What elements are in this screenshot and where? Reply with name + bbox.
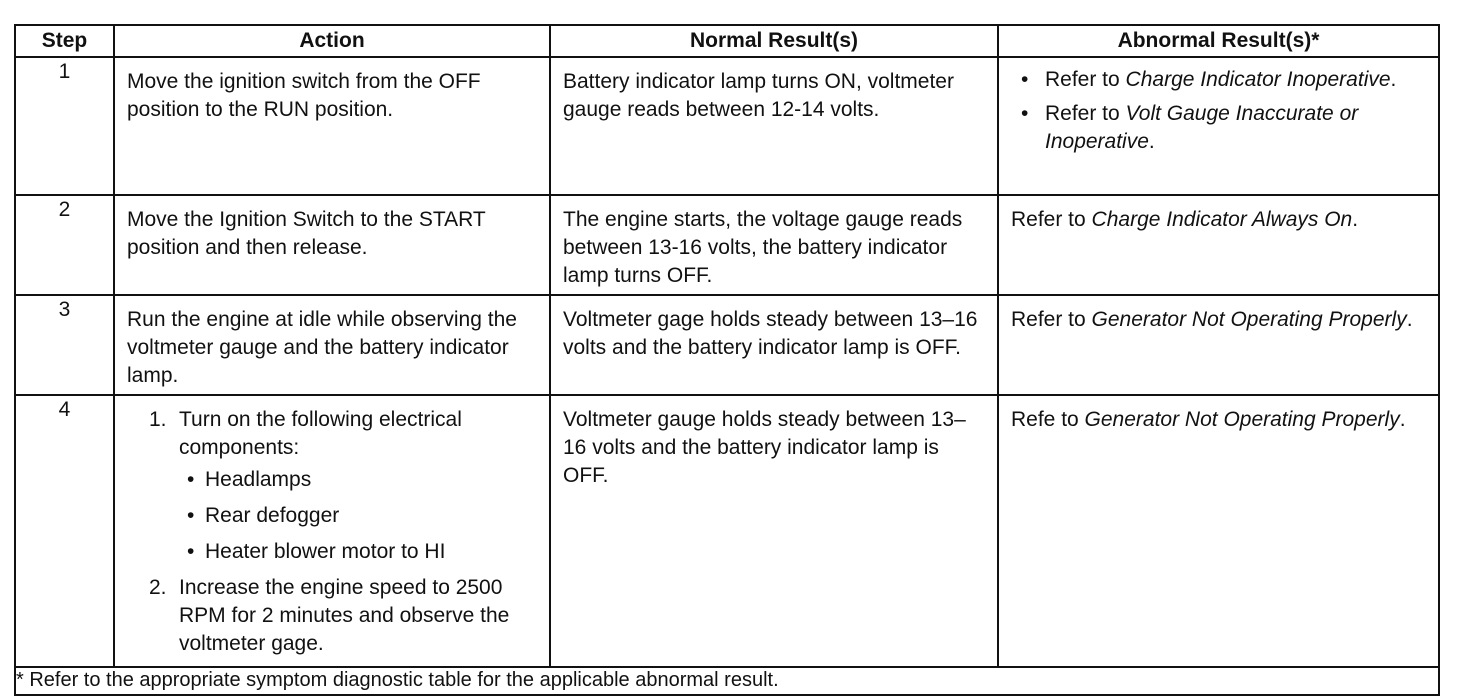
list-item: [149, 406, 539, 566]
step-number: 3: [15, 295, 114, 395]
action-cell: [114, 195, 550, 295]
abnormal-result-text: [999, 296, 1438, 338]
reference-title: Volt Gauge Inaccurate or Inoperative: [1045, 102, 1359, 153]
action-step-text: Increase the engine speed to 2500 RPM for 2 minutes and observe the voltmeter gage.: [179, 576, 510, 655]
header-step: Step: [15, 25, 114, 57]
action-text: Move the Ignition Switch to the START position and then release.: [127, 208, 486, 259]
list-item: • Headlamps: [179, 466, 539, 494]
refer-suffix: .: [1148, 130, 1155, 153]
abnormal-result-text: [999, 196, 1438, 238]
list-item: [1011, 66, 1428, 94]
step-number: 2: [15, 195, 114, 295]
table-row: [15, 395, 1439, 667]
reference-title: Generator Not Operating Properly: [1084, 408, 1400, 431]
action-step-text: Turn on the following electrical components:: [179, 408, 462, 459]
header-row: [15, 25, 1439, 57]
abnormal-result-list: [1011, 66, 1428, 156]
step-index: 2.: [149, 576, 167, 599]
component-list: [179, 466, 539, 566]
list-item: [1011, 100, 1428, 156]
abnormal-result-cell: [998, 395, 1439, 667]
list-item: • Heater blower motor to HI: [179, 538, 539, 566]
action-cell: [114, 57, 550, 195]
normal-result-cell: [550, 295, 998, 395]
header-normal-results: Normal Result(s): [550, 25, 998, 57]
normal-result-text: Voltmeter gage holds steady between 13–16 volts and the battery indicator lamp is OFF.: [563, 308, 978, 359]
refer-prefix: Refer to: [1011, 308, 1092, 331]
normal-result-cell: [550, 57, 998, 195]
header-abnormal-results: Abnormal Result(s)*: [998, 25, 1439, 57]
refer-prefix: Refer to: [1011, 208, 1092, 231]
step-number: 1: [15, 57, 114, 195]
action-step-list: [127, 406, 539, 658]
refer-suffix: .: [1406, 308, 1413, 331]
refer-prefix: Refer to: [1045, 102, 1126, 125]
table-row: [15, 57, 1439, 195]
diagnostic-table: [14, 24, 1440, 696]
footnote: * Refer to the appropriate symptom diagnostic table for the applicable abnormal result.: [15, 667, 1439, 695]
normal-result-text: The engine starts, the voltage gauge reads between 13-16 volts, the battery indicator lamp turns OFF.: [563, 208, 963, 287]
abnormal-result-cell: [998, 295, 1439, 395]
footnote-row: [15, 667, 1439, 695]
table-row: [15, 195, 1439, 295]
action-text: Run the engine at idle while observing the voltmeter gauge and the battery indicator lamp.: [127, 308, 517, 387]
refer-suffix: .: [1390, 68, 1397, 91]
normal-result-text: Battery indicator lamp turns ON, voltmeter gauge reads between 12-14 volts.: [563, 70, 954, 121]
normal-result-cell: [550, 195, 998, 295]
header-action: Action: [114, 25, 550, 57]
refer-prefix: Refe to: [1011, 408, 1085, 431]
reference-title: Generator Not Operating Properly: [1091, 308, 1407, 331]
refer-prefix: Refer to: [1045, 68, 1126, 91]
list-item: • Rear defogger: [179, 502, 539, 530]
abnormal-result-cell: [998, 195, 1439, 295]
reference-title: Charge Indicator Always On: [1091, 208, 1353, 231]
step-index: 1.: [149, 408, 167, 431]
action-text: Move the ignition switch from the OFF position to the RUN position.: [127, 70, 481, 121]
action-cell: [114, 295, 550, 395]
action-cell: [114, 395, 550, 667]
refer-suffix: .: [1399, 408, 1406, 431]
step-number: 4: [15, 395, 114, 667]
abnormal-result-text: [999, 396, 1438, 438]
abnormal-result-cell: [998, 57, 1439, 195]
refer-suffix: .: [1352, 208, 1359, 231]
reference-title: Charge Indicator Inoperative: [1125, 68, 1391, 91]
normal-result-text: Voltmeter gauge holds steady between 13–16 volts and the battery indicator lamp is OFF.: [563, 408, 966, 487]
list-item: [149, 574, 539, 658]
table-row: [15, 295, 1439, 395]
normal-result-cell: [550, 395, 998, 667]
